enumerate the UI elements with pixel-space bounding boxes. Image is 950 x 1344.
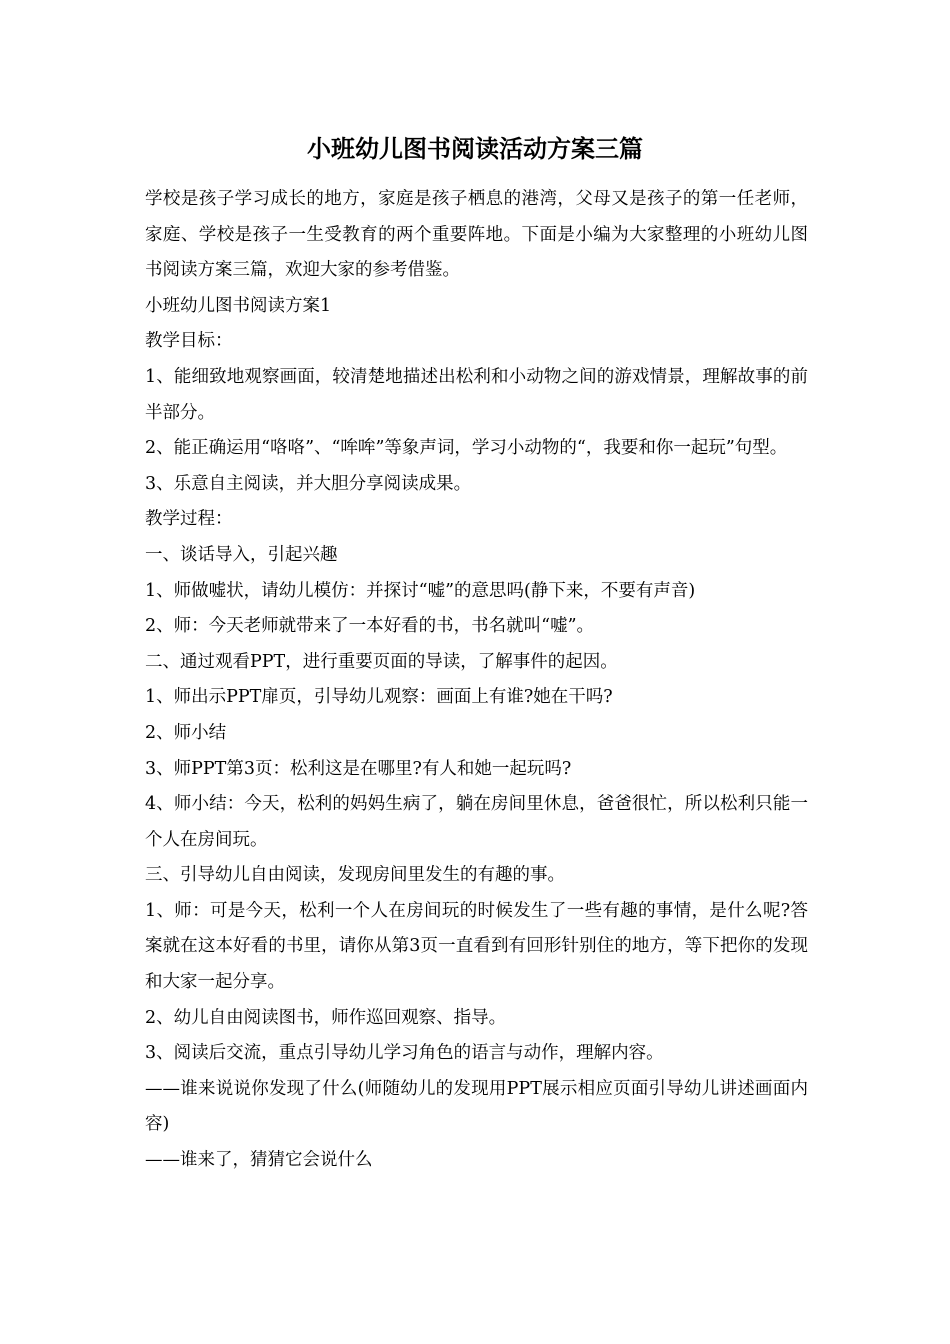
- paragraph-step-1-item-1: 1、师做嘘状，请幼儿模仿：并探讨“嘘”的意思吗(静下来，不要有声音): [145, 580, 696, 601]
- paragraph-step-1-heading: 一、谈话导入，引起兴趣: [145, 544, 338, 565]
- paragraph-step-3-heading: 三、引导幼儿自由阅读，发现房间里发生的有趣的事。: [145, 865, 565, 886]
- paragraph-step-2-item-3: 3、师PPT第3页：松利这是在哪里?有人和她一起玩吗?: [145, 758, 572, 779]
- paragraph-step-3-item-3: 3、阅读后交流，重点引导幼儿学习角色的语言与动作，理解内容。: [145, 1043, 664, 1064]
- document-title: 小班幼儿图书阅读活动方案三篇: [307, 134, 643, 163]
- paragraph-step-2-heading: 二、通过观看PPT，进行重要页面的导读，了解事件的起因。: [145, 651, 618, 672]
- paragraph-goals-heading: 教学目标：: [145, 331, 233, 352]
- paragraph-intro: 学校是孩子学习成长的地方，家庭是孩子栖息的港湾，父母又是孩子的第一任老师，家庭、学校是孩子一生受教育的两个重要阵地。下面是小编为大家整理的小班幼儿图书阅读方案三篇，欢迎大家的参考借鉴。: [145, 189, 808, 281]
- paragraph-step-2-item-2: 2、师小结: [145, 722, 227, 743]
- paragraph-plan-heading: 小班幼儿图书阅读方案1: [145, 295, 332, 316]
- paragraph-step-2-item-4: 4、师小结：今天，松利的妈妈生病了，躺在房间里休息，爸爸很忙，所以松利只能一个人在房间玩。: [145, 794, 808, 850]
- paragraph-goal-3: 3、乐意自主阅读，并大胆分享阅读成果。: [145, 473, 472, 494]
- paragraph-goal-2: 2、能正确运用“咯咯”、“哞哞”等象声词，学习小动物的“，我要和你一起玩”句型。: [145, 438, 788, 459]
- document-body: [145, 182, 808, 1179]
- paragraph-step-2-item-1: 1、师出示PPT扉页，引导幼儿观察：画面上有谁?她在干吗?: [145, 687, 613, 708]
- paragraph-step-3-item-2: 2、幼儿自由阅读图书，师作巡回观察、指导。: [145, 1007, 507, 1028]
- paragraph-dash-2: ——谁来了，猜猜它会说什么: [145, 1150, 373, 1171]
- paragraph-step-1-item-2: 2、师：今天老师就带来了一本好看的书，书名就叫“嘘”。: [145, 616, 595, 637]
- paragraph-process-heading: 教学过程：: [145, 509, 233, 530]
- paragraph-goal-1: 1、能细致地观察画面，较清楚地描述出松利和小动物之间的游戏情景，理解故事的前半部分。: [145, 366, 808, 423]
- paragraph-dash-1: ——谁来说说你发现了什么(师随幼儿的发现用PPT展示相应页面引导幼儿讲述画面内容): [145, 1078, 808, 1135]
- paragraph-step-3-item-1: 1、师：可是今天，松利一个人在房间玩的时候发生了一些有趣的事情，是什么呢?答案就在这本好看的书里，请你从第3页一直看到有回形针别住的地方，等下把你的发现和大家一起分享。: [145, 900, 808, 993]
